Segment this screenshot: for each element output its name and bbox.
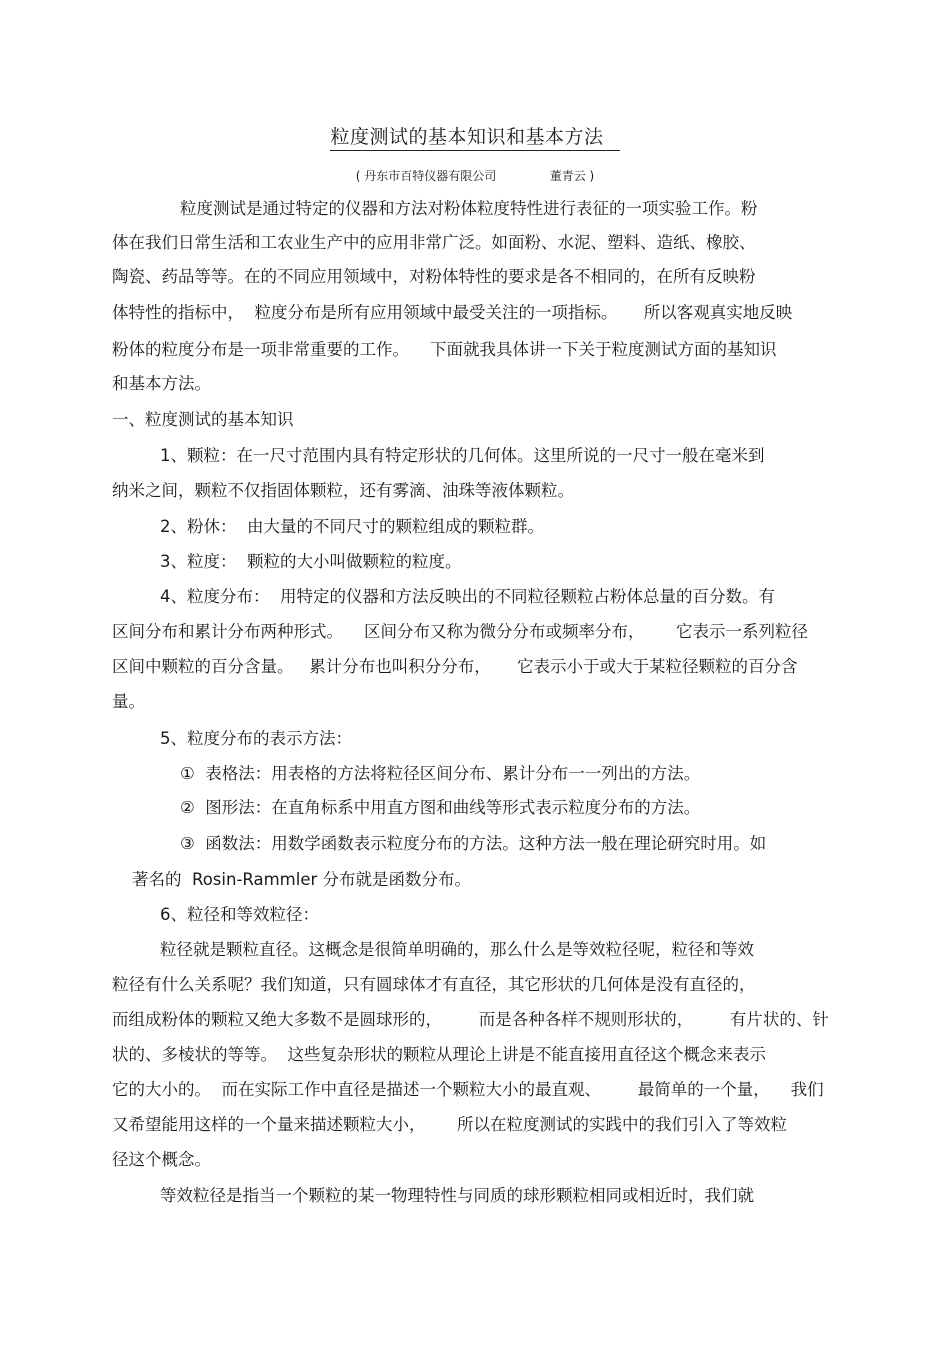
body-line: 区间分布和累计分布两种形式。 区间分布又称为微分分布或频率分布， 它表示一系列粒径 xyxy=(112,622,808,641)
body-line: 区间中颗粒的百分含量。 累计分布也叫积分分布， 它表示小于或大于某粒径颗粒的百分含 xyxy=(112,657,798,676)
body-line: 它的大小的。 而在实际工作中直径是描述一个颗粒大小的最直观、 最简单的一个量， 我们 xyxy=(112,1080,824,1099)
body-line: 纳米之间，颗粒不仅指固体颗粒，还有雾滴、油珠等液体颗粒。 xyxy=(112,481,574,500)
body-line: 量。 xyxy=(112,692,145,711)
body-line: 粒度测试是通过特定的仪器和方法对粉体粒度特性进行表征的一项实验工作。粉 xyxy=(180,199,758,218)
document-byline: ( 丹东市百特仪器有限公司 董青云 ) xyxy=(355,169,595,183)
body-line: 径这个概念。 xyxy=(112,1150,211,1169)
body-line: 粒径就是颗粒直径。这概念是很简单明确的，那么什么是等效粒径呢，粒径和等效 xyxy=(160,940,754,959)
body-line: 粒径有什么关系呢？我们知道，只有圆球体才有直径，其它形状的几何体是没有直径的， xyxy=(112,975,756,994)
list-item: ① 表格法：用表格的方法将粒径区间分布、累计分布一一列出的方法。 xyxy=(180,764,701,783)
body-line: 体在我们日常生活和工农业生产中的应用非常广泛。如面粉、水泥、塑料、造纸、橡胶、 xyxy=(112,233,756,252)
body-line: 4、粒度分布： 用特定的仪器和方法反映出的不同粒径颗粒占粉体总量的百分数。有 xyxy=(160,587,775,606)
body-line: 5、粒度分布的表示方法： xyxy=(160,729,352,748)
body-line: 状的、多棱状的等等。 这些复杂形状的颗粒从理论上讲是不能直接用直径这个概念来表示 xyxy=(112,1045,766,1064)
body-line: 粉体的粒度分布是一项非常重要的工作。 下面就我具体讲一下关于粒度测试方面的基知识 xyxy=(112,340,777,359)
section-heading: 一、粒度测试的基本知识 xyxy=(112,410,294,429)
body-line: 和基本方法。 xyxy=(112,374,211,393)
body-line: 陶瓷、药品等等。在的不同应用领域中，对粉体特性的要求是各不相同的，在所有反映粉 xyxy=(112,267,756,286)
body-line: 体特性的指标中， 粒度分布是所有应用领域中最受关注的一项指标。 所以客观真实地反映 xyxy=(112,303,793,322)
body-line: 又希望能用这样的一个量来描述颗粒大小， 所以在粒度测试的实践中的我们引入了等效粒 xyxy=(112,1115,787,1134)
body-line: 6、粒径和等效粒径： xyxy=(160,905,319,924)
body-line: 1、颗粒：在一尺寸范围内具有特定形状的几何体。这里所说的一尺寸一般在毫米到 xyxy=(160,446,765,465)
body-line: 而组成粉体的颗粒又绝大多数不是圆球形的， 而是各种各样不规则形状的， 有片状的、针 xyxy=(112,1010,829,1029)
body-line: 著名的 Rosin-Rammler 分布就是函数分布。 xyxy=(132,870,472,889)
document-title xyxy=(0,122,950,149)
document-title-text: 粒度测试的基本知识和基本方法 xyxy=(330,126,619,151)
body-line: 等效粒径是指当一个颗粒的某一物理特性与同质的球形颗粒相同或相近时，我们就 xyxy=(160,1186,754,1205)
list-item: ③ 函数法：用数学函数表示粒度分布的方法。这种方法一般在理论研究时用。如 xyxy=(180,834,767,853)
body-line: 3、粒度： 颗粒的大小叫做颗粒的粒度。 xyxy=(160,552,462,571)
list-item: ② 图形法：在直角标系中用直方图和曲线等形式表示粒度分布的方法。 xyxy=(180,798,701,817)
body-line: 2、粉休： 由大量的不同尺寸的颗粒组成的颗粒群。 xyxy=(160,517,544,536)
